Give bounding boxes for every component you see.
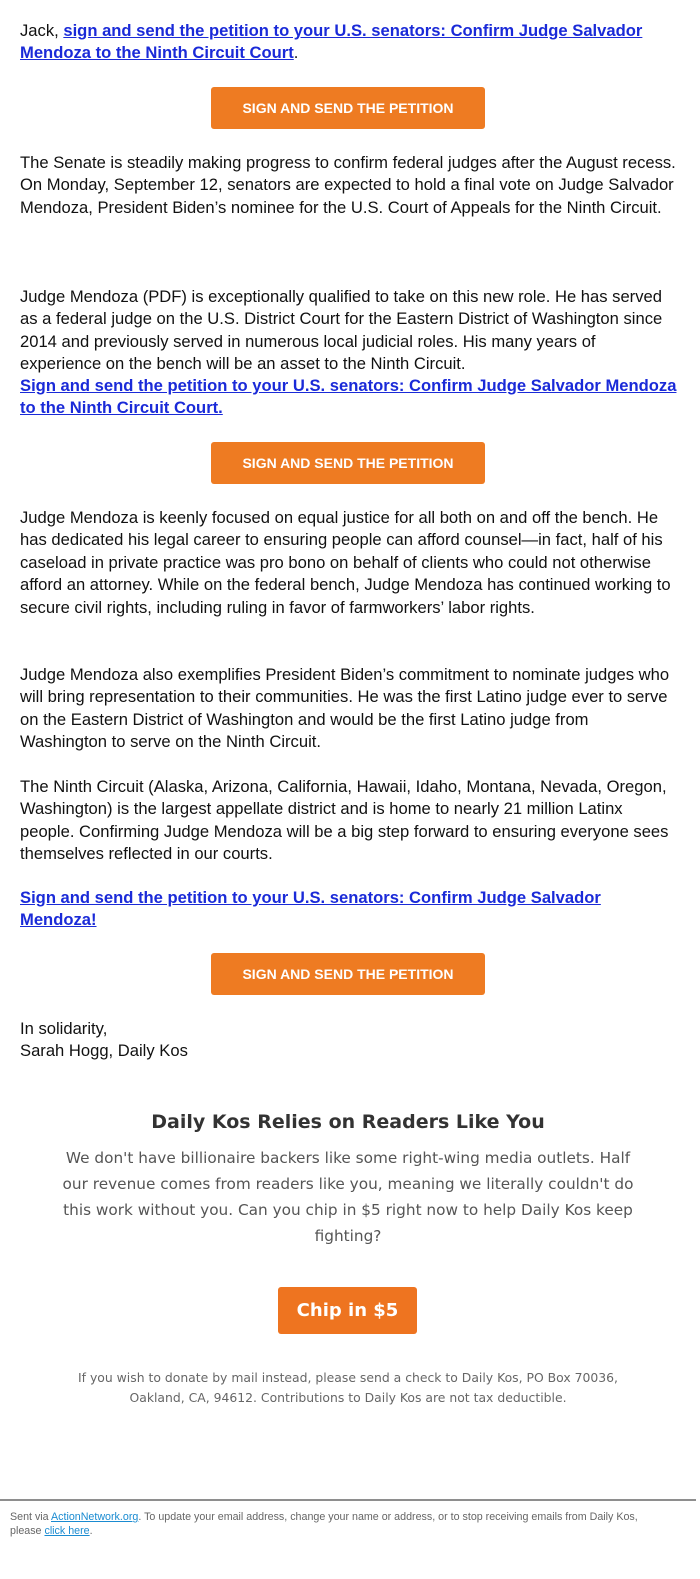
- greeting-period: .: [293, 43, 299, 63]
- footer-prefix: Sent via: [10, 1511, 51, 1523]
- paragraph-representation: Judge Mendoza also exemplifies President Biden’s commitment to nominate judges who will bring representation to their communities. He was the first Latino judge ever to serve on the Eastern District of Washington and would be the first Latino judge from Washington to serve on the Ninth Circuit.: [20, 665, 670, 752]
- greeting-paragraph: [20, 20, 680, 65]
- actionnetwork-link[interactable]: ActionNetwork.org: [51, 1511, 139, 1523]
- sign-petition-button-2[interactable]: SIGN AND SEND THE PETITION: [211, 442, 485, 484]
- donate-by-mail-note: If you wish to donate by mail instead, please send a check to Daily Kos, PO Box 70036, Oakland, CA, 94612. Contributions to Daily Kos are not tax deductible.: [78, 1370, 618, 1405]
- greeting-name: Jack,: [20, 21, 64, 40]
- support-title: Daily Kos Relies on Readers Like You: [151, 1111, 545, 1133]
- unsubscribe-link[interactable]: click here: [44, 1525, 90, 1537]
- signoff-line-1: In solidarity,: [20, 1019, 108, 1038]
- footer-suffix: .: [89, 1525, 93, 1537]
- greeting-petition-link[interactable]: sign and send the petition to your U.S. senators: Confirm Judge Salvador Mendoza to the Ninth Circuit Court: [20, 21, 643, 63]
- footer-divider: [0, 1499, 696, 1501]
- footer-text: [10, 1510, 670, 1538]
- paragraph-senate-progress: The Senate is steadily making progress to confirm federal judges after the August recess. On Monday, September 12, senators are expected to hold a final vote on Judge Salvador Mendoza, President Biden’s nominee for the U.S. Court of Appeals for the Ninth Circuit.: [20, 153, 676, 217]
- footer-middle: . To update your email address, change your name or address, or to stop receiving emails from Daily Kos, please: [10, 1511, 638, 1537]
- sign-petition-button-3[interactable]: SIGN AND SEND THE PETITION: [211, 953, 485, 995]
- signoff: [20, 1018, 680, 1063]
- paragraph-equal-justice: Judge Mendoza is keenly focused on equal justice for all both on and off the bench. He has dedicated his legal career to ensuring people can afford counsel—in fact, half of his caseload in private practice was pro bono on behalf of clients who could not otherwise afford an attorney. While on the federal bench, Judge Mendoza has continued working to secure civil rights, including ruling in favor of farmworkers’ labor rights.: [20, 508, 671, 617]
- petition-link-2[interactable]: Sign and send the petition to your U.S. senators: Confirm Judge Salvador Mendoza to the Ninth Circuit Court.: [20, 376, 677, 418]
- sign-petition-button-1[interactable]: SIGN AND SEND THE PETITION: [211, 87, 485, 129]
- support-text: We don't have billionaire backers like some right-wing media outlets. Half our revenue comes from readers like you, meaning we literally couldn't do this work without you. Can you chip in $5 right now to help Daily Kos keep fighting?: [62, 1149, 634, 1245]
- paragraph-qualifications: Judge Mendoza (PDF) is exceptionally qualified to take on this new role. He has served as a federal judge on the U.S. District Court for the Eastern District of Washington since 2014 and previously served in numerous local judicial roles. His many years of experience on the bench will be an asset to the Ninth Circuit.: [20, 287, 663, 374]
- paragraph-ninth-circuit: The Ninth Circuit (Alaska, Arizona, California, Hawaii, Idaho, Montana, Nevada, Oregon, Washington) is the largest appellate district and is home to nearly 21 million Latinx people. Confirming Judge Mendoza will be a big step forward to ensuring everyone sees themselves reflected in our courts.: [20, 777, 669, 864]
- signoff-signature: Sarah Hogg, Daily Kos: [20, 1041, 188, 1061]
- chip-in-button[interactable]: Chip in $5: [278, 1287, 417, 1334]
- petition-link-3[interactable]: Sign and send the petition to your U.S. senators: Confirm Judge Salvador Mendoza!: [20, 888, 601, 930]
